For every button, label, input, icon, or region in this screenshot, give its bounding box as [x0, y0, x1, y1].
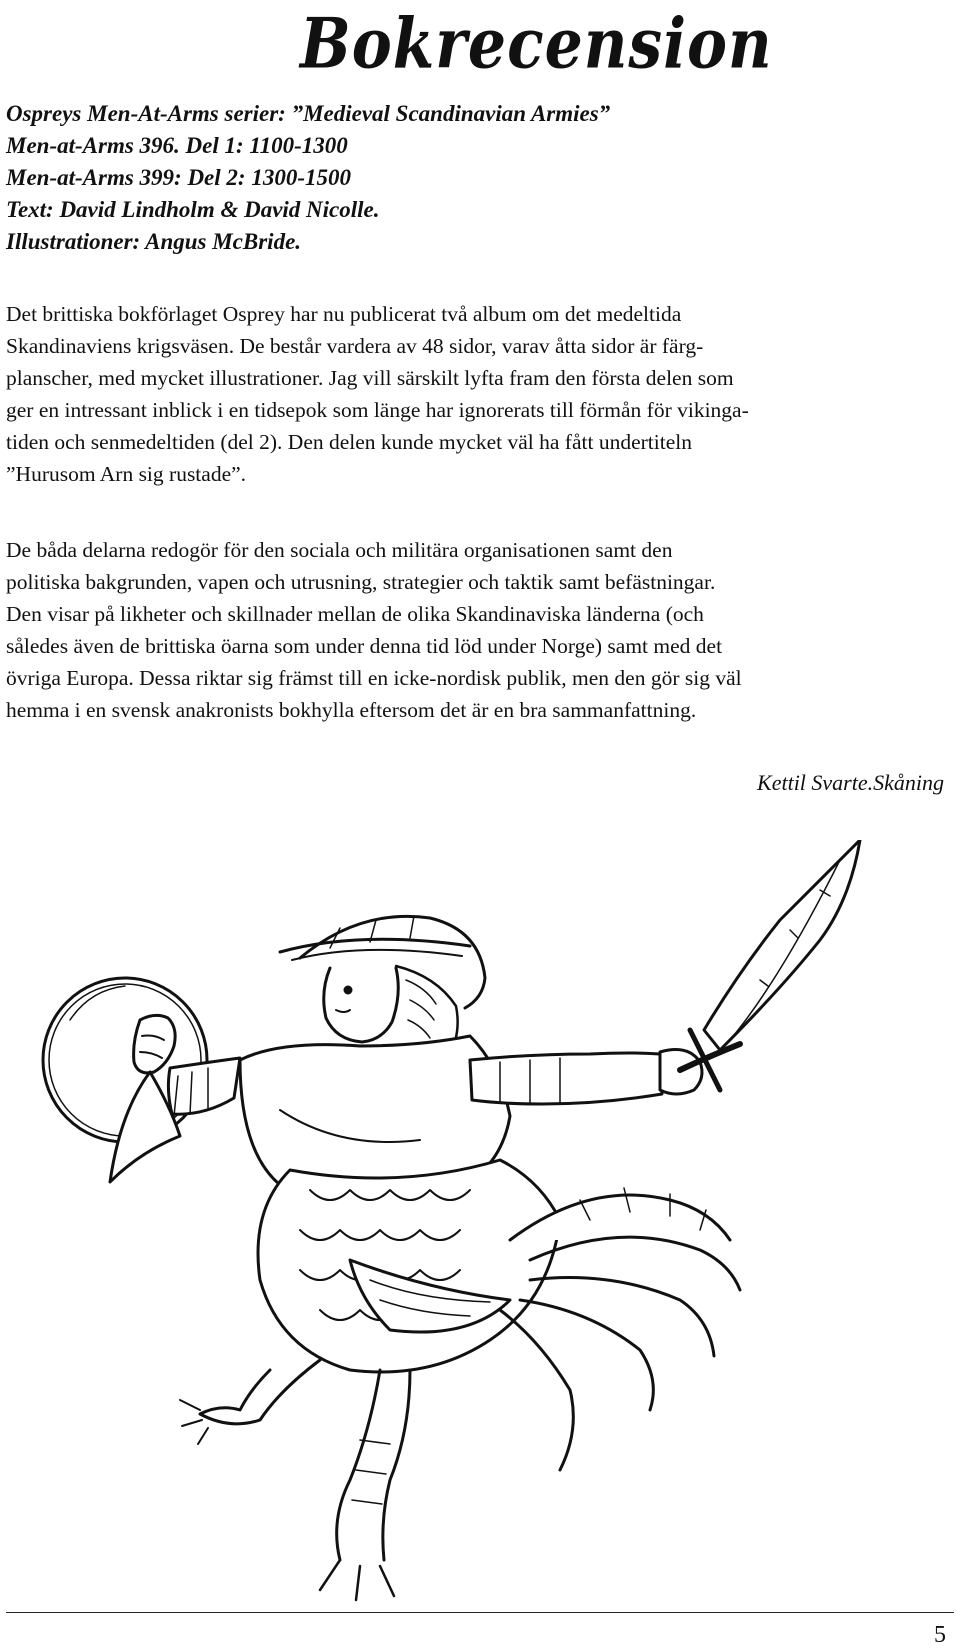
- book-info-line: Men-at-Arms 396. Del 1: 1100-1300: [6, 133, 348, 158]
- review-paragraph-1: [6, 298, 946, 490]
- footer-divider: [6, 1612, 954, 1613]
- page-title: Bokrecension: [300, 4, 773, 85]
- warrior-bird-illustration: [30, 840, 930, 1620]
- tail-feathers: [500, 1188, 740, 1470]
- review-paragraph-2: [6, 534, 946, 726]
- page-number: 5: [934, 1622, 946, 1648]
- book-info-line: Men-at-Arms 399: Del 2: 1300-1500: [6, 165, 351, 190]
- book-info-line: Ospreys Men-At-Arms serier: ”Medieval Scandinavian Armies”: [6, 101, 611, 126]
- book-info: [6, 98, 946, 258]
- text-line: Skandinaviens krigsväsen. De består vardera av 48 sidor, varav åtta sidor är färg-: [6, 334, 704, 358]
- text-line: således även de brittiska öarna som under denna tid löd under Norge) samt med det: [6, 634, 723, 658]
- text-line: ”Hurusom Arn sig rustade”.: [6, 462, 247, 486]
- text-line: ger en intressant inblick i en tidsepok som länge har ignorerats till förmån för vikinga-: [6, 398, 749, 422]
- text-line: Det brittiska bokförlaget Osprey har nu publicerat två album om det medeltida: [6, 302, 682, 326]
- text-line: tiden och senmedeltiden (del 2). Den delen kunde mycket väl ha fått undertiteln: [6, 430, 692, 454]
- signature: Kettil Svarte.Skåning: [757, 770, 944, 795]
- text-line: planscher, med mycket illustrationer. Jag vill särskilt lyfta fram den första delen som: [6, 366, 734, 390]
- book-info-line: Text: David Lindholm & David Nicolle.: [6, 197, 380, 222]
- text-line: Den visar på likheter och skillnader mellan de olika Skandinaviska länderna (och: [6, 602, 704, 626]
- sword-icon: [680, 840, 860, 1090]
- text-line: hemma i en svensk anakronists bokhylla eftersom det är en bra sammanfattning.: [6, 698, 697, 722]
- book-info-line: Illustrationer: Angus McBride.: [6, 229, 302, 254]
- text-line: De båda delarna redogör för den sociala och militära organisationen samt den: [6, 538, 673, 562]
- text-line: politiska bakgrunden, vapen och utrusning, strategier och taktik samt befästningar.: [6, 570, 716, 594]
- text-line: övriga Europa. Dessa riktar sig främst till en icke-nordisk publik, men den gör sig väl: [6, 666, 742, 690]
